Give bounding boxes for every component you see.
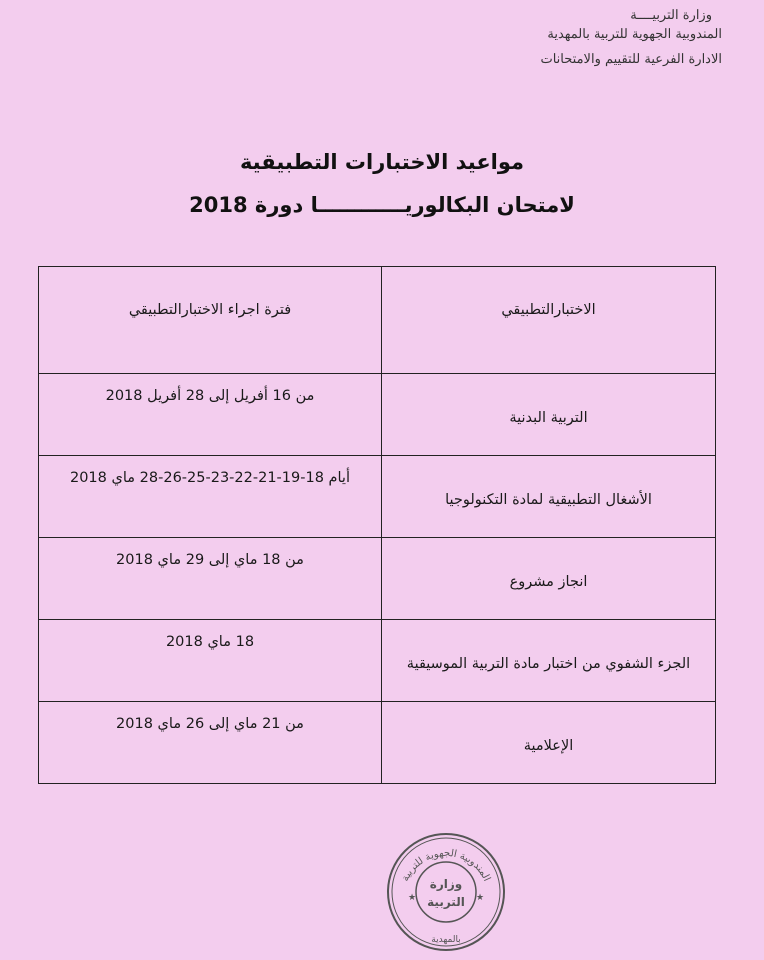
header-period: فترة اجراء الاختبارالتطبيقي	[39, 267, 382, 374]
header-test: الاختبارالتطبيقي	[382, 267, 716, 374]
table-row	[39, 538, 716, 620]
test-period: من 18 ماي إلى 29 ماي 2018	[116, 552, 304, 568]
stamp-center-line2: التربية	[427, 895, 465, 909]
test-period: من 21 ماي إلى 26 ماي 2018	[116, 716, 304, 732]
official-stamp	[384, 830, 508, 954]
stamp-bottom-text: بالمهدية	[431, 935, 461, 945]
star-icon: ★	[476, 893, 485, 903]
test-period: 18 ماي 2018	[165, 634, 255, 650]
table-header-row	[39, 267, 716, 374]
ministry-name: وزارة التربيــــة	[630, 8, 712, 23]
test-period: أيام 18-19-21-22-23-25-26-28 ماي 2018	[69, 470, 350, 486]
test-period: من 16 أفريل إلى 28 أفريل 2018	[105, 388, 315, 404]
test-name: الأشغال التطبيقية لمادة التكنولوجيا	[445, 492, 652, 508]
stamp-outer-text: المندوبية الجهوية للتربية	[399, 847, 493, 884]
regional-office-name: المندوبية الجهوية للتربية بالمهدية	[547, 27, 722, 42]
table-row	[39, 620, 716, 702]
test-name: انجاز مشروع	[509, 574, 588, 590]
table-row	[39, 702, 716, 784]
schedule-table	[38, 266, 716, 784]
star-icon: ★	[408, 893, 417, 903]
test-name: الجزء الشفوي من اختبار مادة التربية الموسيقية	[406, 656, 691, 672]
stamp-center-line1: وزارة	[429, 877, 463, 891]
document-title: مواعيد الاختبارات التطبيقية	[239, 150, 525, 174]
table-row	[39, 374, 716, 456]
test-name: الإعلامية	[523, 738, 574, 754]
document-subtitle: لامتحان البكالوريــــــــــــا دورة 2018	[189, 193, 575, 217]
letterhead	[540, 6, 722, 69]
test-name: التربية البدنية	[509, 410, 588, 426]
table-row	[39, 456, 716, 538]
subdivision-name: الادارة الفرعية للتقييم والامتحانات	[540, 52, 722, 67]
